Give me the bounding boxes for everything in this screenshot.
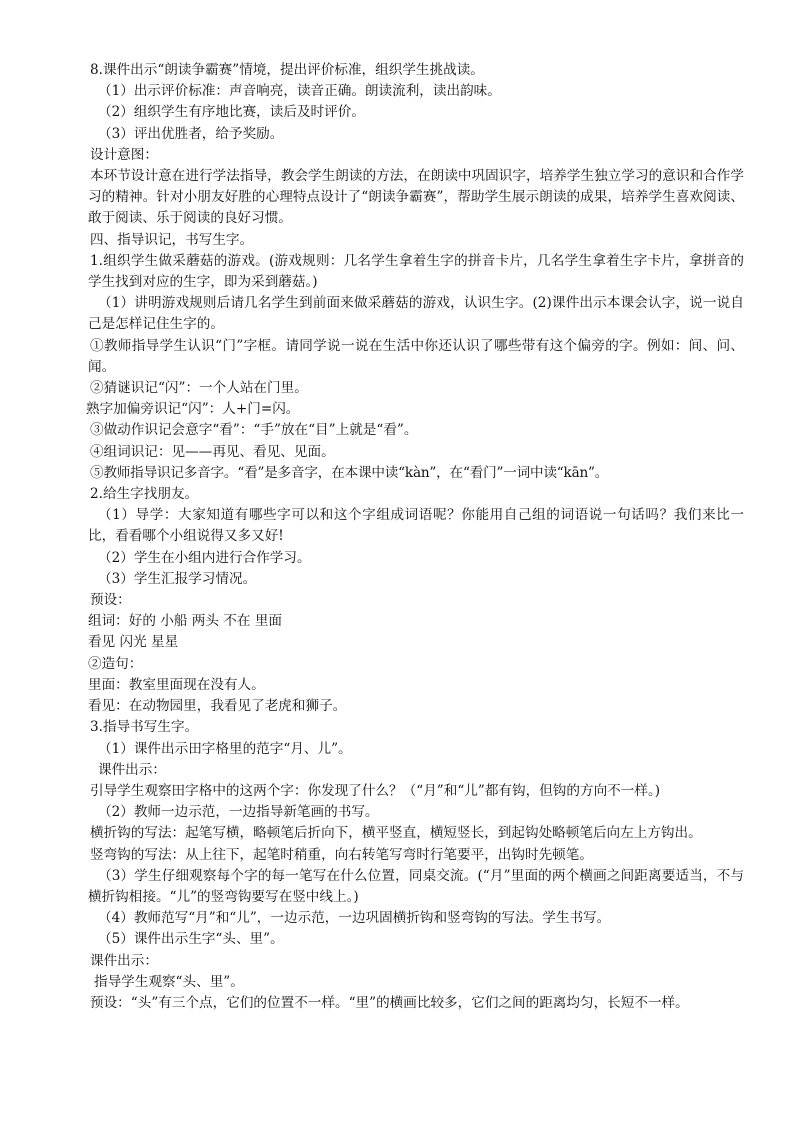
paragraph: 引导学生观察田字格中的这两个字：你发现了什么？（“月”和“儿”都有钩，但钩的方向不一样。) [90,782,661,799]
paragraph: （2）学生在小组内进行合作学习。 [98,549,311,566]
paragraph: 课件出示： [90,952,158,969]
paragraph: （3）评出优胜者，给予奖励。 [98,125,284,142]
paragraph: （1）课件出示田字格里的范字“月、儿”。 [98,740,352,757]
paragraph: （3）学生仔细观察每个字的每一笔写在什么位置，同桌交流。(“月”里面的两个横画之间距离要适当，不与横折钩相接。“儿”的竖弯钩要写在竖中线上。) [88,867,744,905]
paragraph: 预设： [90,592,131,609]
paragraph: 课件出示： [98,761,166,778]
paragraph: 2.给生字找朋友。 [90,486,199,503]
paragraph: （2）组织学生有序地比赛，读后及时评价。 [98,104,365,121]
paragraph: 预设：“头”有三个点，它们的位置不一样。“里”的横画比较多，它们之间的距离均匀，长短不一样。 [90,994,689,1011]
paragraph: 设计意图： [90,146,158,163]
paragraph: ③做动作识记会意字“看”：“手”放在“目”上就是“看”。 [90,422,418,439]
paragraph: 横折钩的写法：起笔写横，略顿笔后折向下，横平竖直，横短竖长，到起钩处略顿笔后向左上方钩出。 [90,825,702,842]
paragraph: （2）教师一边示范，一边指导新笔画的书写。 [98,804,379,821]
paragraph: ①教师指导学生认识“门”字框。请同学说一说在生活中你还认识了哪些带有这个偏旁的字。例如：间、问、闻。 [88,337,744,375]
paragraph: 8.课件出示“朗读争霸赛”情境，提出评价标准，组织学生挑战读。 [90,62,484,78]
paragraph: ②造句： [88,655,143,672]
paragraph: （5）课件出示生字“头、里”。 [98,931,284,948]
paragraph: 组词：好的 小船 两头 不在 里面 [88,613,283,630]
paragraph: （1）出示评价标准：声音响亮，读音正确。朗读流利，读出韵味。 [98,83,501,100]
paragraph: ②猜谜识记“闪”：一个人站在门里。 [90,380,308,397]
paragraph: 竖弯钩的写法：从上往下，起笔时稍重，向右转笔写弯时行笔要平，出钩时先顿笔。 [90,846,593,863]
paragraph: 1.组织学生做采蘑菇的游戏。(游戏规则：几名学生拿着生字的拼音卡片，几名学生拿着生字卡片，拿拼音的学生找到对应的生字，即为采到蘑菇。) [88,252,744,291]
paragraph: 看见：在动物园里，我看见了老虎和狮子。 [88,698,347,715]
document-body [88,60,744,1014]
paragraph: 熟字加偏旁识记“闪”：人+门=闪。 [86,401,300,418]
paragraph: （1）导学：大家知道有哪些字可以和这个字组成词语呢？你能用自己组的词语说一句话吗？我们来比一比，看看哪个小组说得又多又好! [88,507,744,545]
paragraph: 看见 闪光 星星 [88,634,179,651]
paragraph: （3）学生汇报学习情况。 [98,570,257,587]
paragraph: （4）教师范写“月”和“儿”，一边示范，一边巩固横折钩和竖弯钩的写法。学生书写。 [98,910,611,927]
paragraph: 指导学生观察“头、里”。 [94,973,244,990]
paragraph: 四、指导识记，书写生字。 [90,231,254,248]
paragraph: 本环节设计意在进行学法指导，教会学生朗读的方法，在朗读中巩固识字，培养学生独立学习的意识和合作学习的精神。针对小朋友好胜的心理特点设计了“朗读争霸赛”，帮助学生展示朗读的成果，培养学生喜欢阅读、敢于阅读、乐于阅读的良好习惯。 [88,168,744,227]
paragraph: 3.指导书写生字。 [90,719,199,736]
paragraph: ④组词识记：见——再见、看见、见面。 [90,443,335,460]
paragraph: 里面：教室里面现在没有人。 [88,676,265,693]
paragraph: （1）讲明游戏规则后请几名学生到前面来做采蘑菇的游戏，认识生字。(2)课件出示本课会认字，说一说自己是怎样记住生字的。 [88,295,744,333]
paragraph: ⑤教师指导识记多音字。“看”是多音字，在本课中读“kàn”，在“看门”一词中读“kān”。 [90,464,609,481]
